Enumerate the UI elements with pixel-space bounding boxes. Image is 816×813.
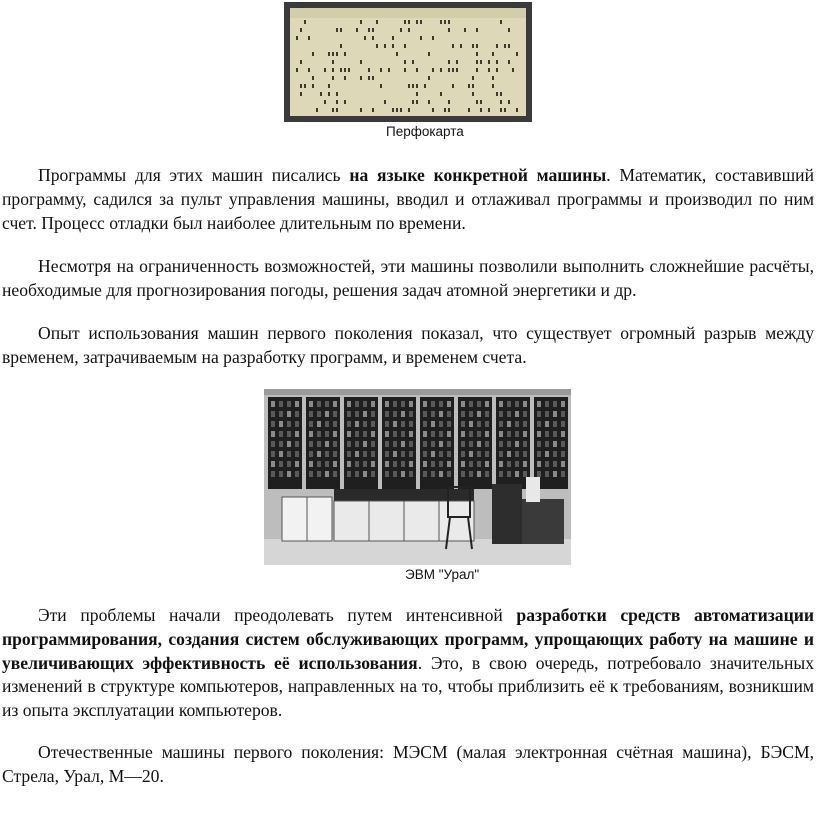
paragraph-experience <box>2 322 814 370</box>
p4-text-bold: разработки средств автоматизации программирования, создания систем обслуживающих программ, упрощающих работу на машине и увеличивающих эффективность её использования <box>2 605 814 673</box>
punch-card-image <box>284 2 532 122</box>
paragraph-capabilities <box>2 255 814 303</box>
ural-caption: ЭВМ "Урал" <box>405 567 480 582</box>
paragraph-programming-language <box>2 164 814 235</box>
p1-text-a: Программы для этих машин писались <box>38 165 350 185</box>
p5-text: Отечественные машины первого поколения: МЭСМ (малая электронная счётная машина), БЭСМ, Стрела, Урал, М—20. <box>2 742 814 786</box>
paragraph-automation <box>2 604 814 723</box>
punch-card-caption: Перфокарта <box>386 124 464 139</box>
ural-computer-image <box>264 389 571 565</box>
p4-text-c: . Это, в свою очередь, потребовало значительных изменений в структуре компьютеров, направленных на то, чтобы приблизить её к требованиям, возникшим из опыта эксплуатации компьютеров. <box>2 652 814 721</box>
p1-text-c: . Математик, составивший программу, садился за пульт управления машины, вводил и отлаживал программы и производил по ним счет. Процесс отладки был наиболее длительным по времени. <box>2 165 814 233</box>
p2-text: Несмотря на ограниченность возможностей, эти машины позволили выполнить сложнейшие расчёты, необходимые для прогнозирования погоды, решения задач атомной энергетики и др. <box>2 256 814 300</box>
p3-text: Опыт использования машин первого поколения показал, что существует огромный разрыв между временем, затрачиваемым на разработку программ, и временем счета. <box>2 323 814 367</box>
p1-text-bold: на языке конкретной машины <box>349 165 607 185</box>
p4-text-a: Эти проблемы начали преодолевать путем интенсивной <box>38 605 517 625</box>
paragraph-domestic-machines <box>2 741 814 789</box>
